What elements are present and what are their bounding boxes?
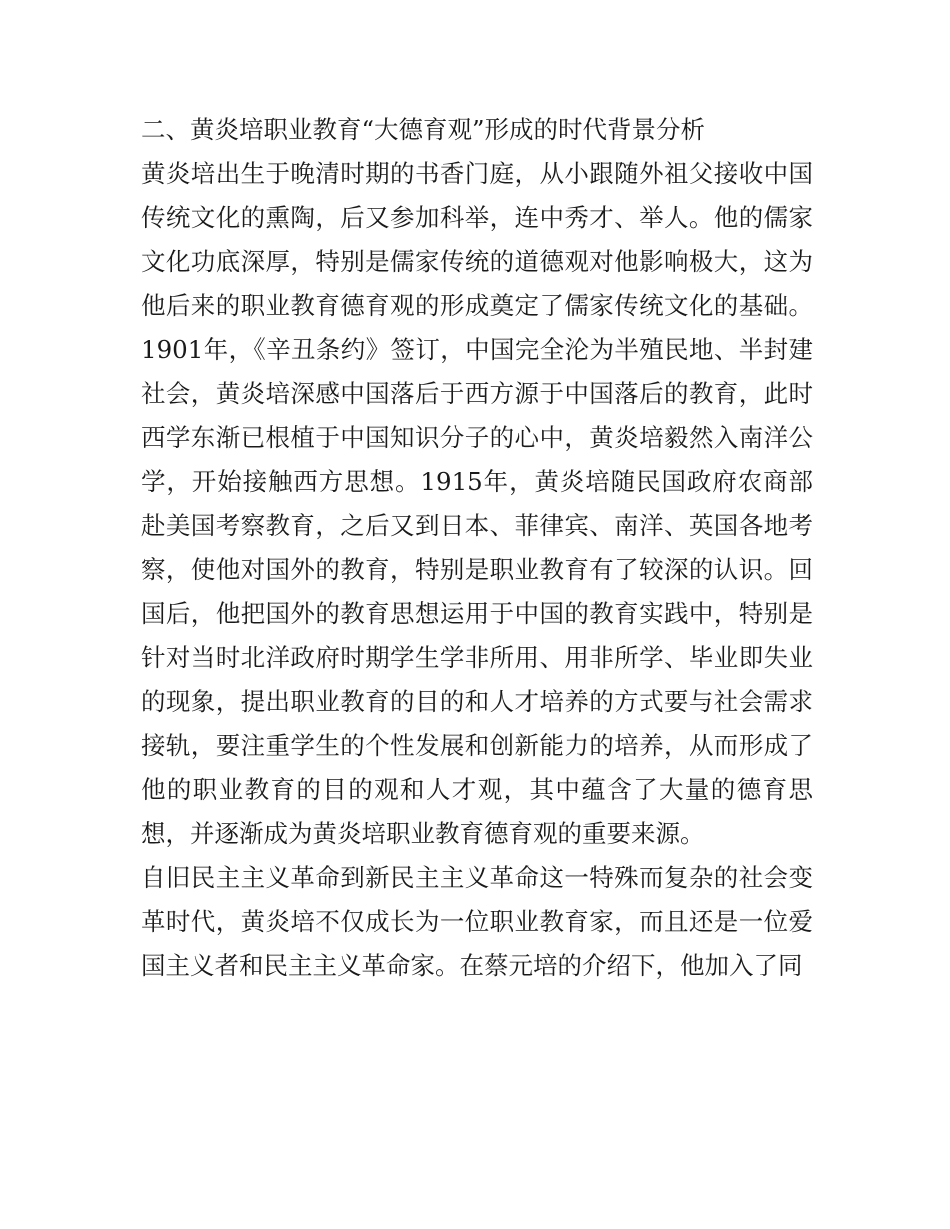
paragraph-background: 黄炎培出生于晚清时期的书香门庭，从小跟随外祖父接收中国传统文化的熏陶，后又参加科举，连中秀才、举人。他的儒家文化功底深厚，特别是儒家传统的道德观对他影响极大，这为他后来的职业教育德育观的形成奠定了儒家传统文化的基础。1901年，《辛丑条约》签订，中国完全沦为半殖民地、半封建社会，黄炎培深感中国落后于西方源于中国落后的教育，此时西学东渐已根植于中国知识分子的心中，黄炎培毅然入南洋公学，开始接触西方思想。1915年，黄炎培随民国政府农商部赴美国考察教育，之后又到日本、菲律宾、南洋、英国各地考察，使他对国外的教育，特别是职业教育有了较深的认识。回国后，他把国外的教育思想运用于中国的教育实践中，特别是针对当时北洋政府时期学生学非所用、用非所学、毕业即失业的现象，提出职业教育的目的和人才培养的方式要与社会需求接轨，要注重学生的个性发展和创新能力的培养，从而形成了他的职业教育的目的观和人才观，其中蕴含了大量的德育思想，并逐渐成为黄炎培职业教育德育观的重要来源。 xyxy=(141,159,813,848)
section-heading: 二、黄炎培职业教育“大德育观”形成的时代背景分析 xyxy=(141,115,706,144)
document-body xyxy=(141,108,813,988)
paragraph-revolution: 自旧民主主义革命到新民主主义革命这一特殊而复杂的社会变革时代，黄炎培不仅成长为一位职业教育家，而且还是一位爱国主义者和民主主义革命家。在蔡元培的介绍下，他加入了同 xyxy=(141,863,813,980)
